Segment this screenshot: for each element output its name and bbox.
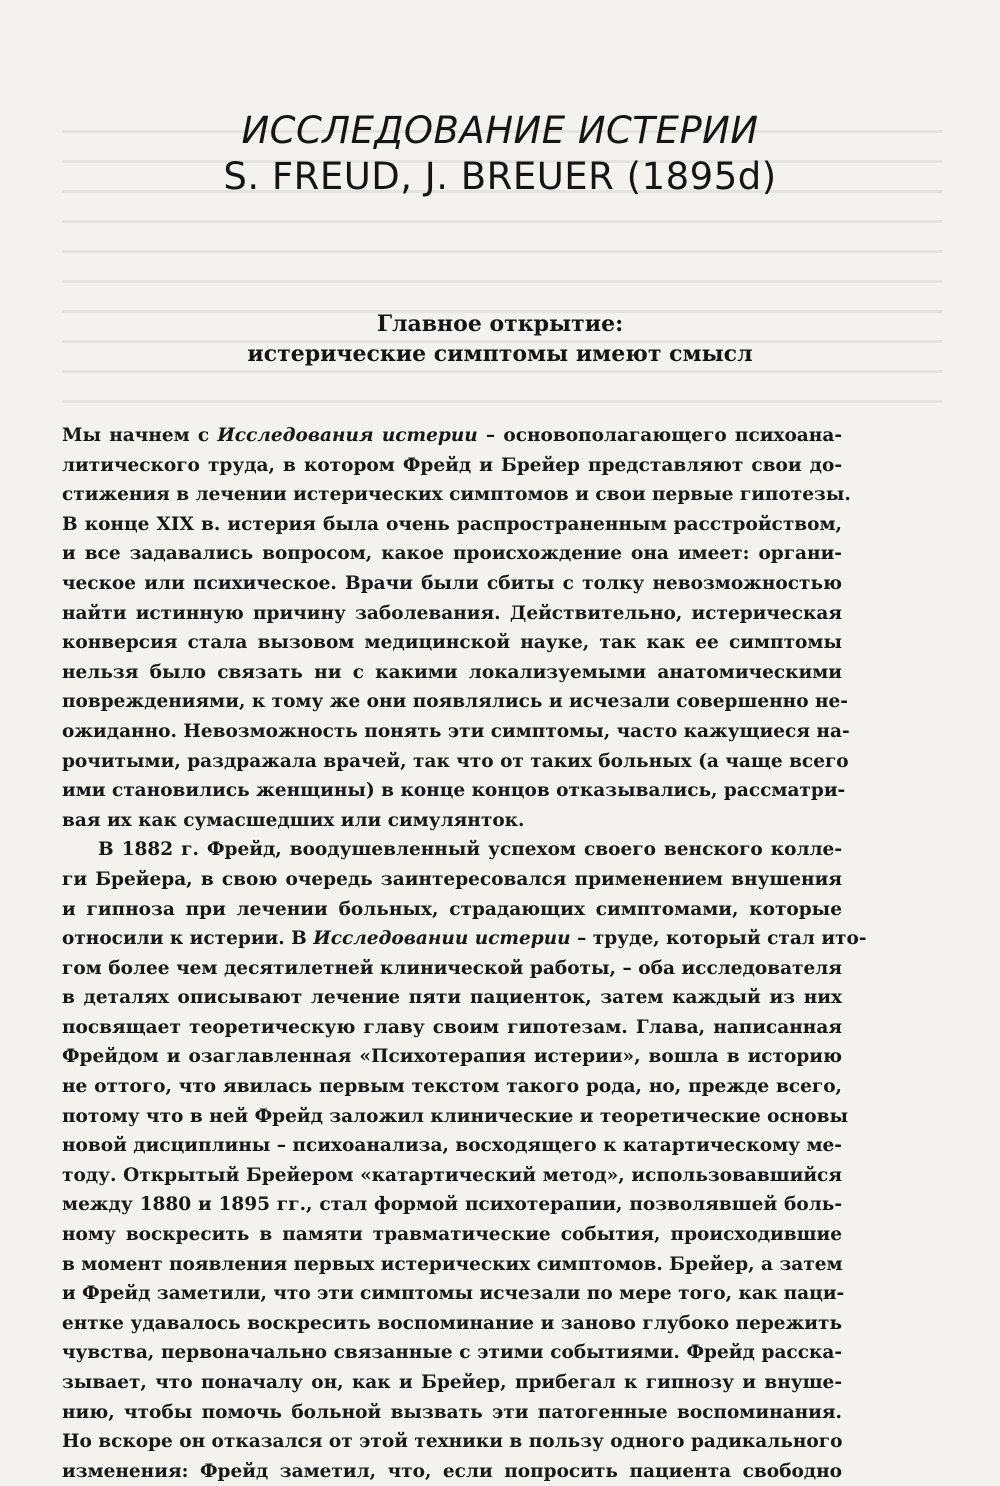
text-line: В конце XIX в. истерия была очень распространенным расстройством, (62, 513, 842, 535)
text-line: новой дисциплины – психоанализа, восходящего к катартическому ме- (62, 1135, 842, 1157)
text-line: ими становились женщины) в конце концов отказывались, рассматри- (62, 780, 846, 802)
text-line: и гипноза при лечении больных, страдающих симптомами, которые (62, 898, 842, 920)
text-line (62, 924, 867, 954)
text-line: ному воскресить в памяти травматические события, происходившие (62, 1224, 842, 1246)
text-line: чувства, первоначально связанные с этими событиями. Фрейд расска- (62, 1342, 842, 1364)
text-line: потому что в ней Фрейд заложил клинические и теоретические основы (62, 1105, 849, 1127)
section-heading-line-1: Главное открытие: (376, 311, 624, 337)
chapter-title-line-1: ИССЛЕДОВАНИЕ ИСТЕРИИ (241, 109, 759, 152)
text-run: – основополагающего психоана- (477, 425, 842, 446)
text-line: нию, чтобы помочь больной вызвать эти патогенные воспоминания. (62, 1401, 842, 1423)
text-line: изменения: Фрейд заметил, что, если попросить пациента свободно (62, 1460, 842, 1482)
text-line: вая их как сумасшедших или симулянток. (62, 809, 525, 831)
text-line: ентке удавалось воскресить воспоминание и заново глубоко пережить (62, 1312, 842, 1334)
chapter-title-line-2: S. FREUD, J. BREUER (1895d) (223, 155, 777, 198)
text-line: между 1880 и 1895 гг., стал формой психотерапии, позволявшей боль- (62, 1194, 842, 1216)
chapter-title (0, 108, 1000, 200)
text-line: литического труда, в котором Фрейд и Брейер представляют свои до- (62, 454, 842, 476)
text-line: найти истинную причину заболевания. Действительно, истерическая (62, 602, 842, 624)
body-text (62, 421, 867, 1486)
text-line (62, 421, 842, 451)
text-line: в момент появления первых истерических симптомов. Брейер, а затем (62, 1253, 843, 1275)
text-line: нельзя было связать ни с какими локализуемыми анатомическими (62, 661, 842, 683)
text-line: и все задавались вопросом, какое происхождение она имеет: органи- (62, 543, 842, 565)
section-heading-line-2: истерические симптомы имеют смысл (247, 341, 753, 367)
italic-book-title: Исследования истерии (217, 425, 478, 446)
text-line: гом более чем десятилетней клинической работы, – оба исследователя (62, 957, 842, 979)
text-line: ги Брейера, в свою очередь заинтересовался применением внушения (62, 868, 842, 890)
text-line: посвящает теоретическую главу своим гипотезам. Глава, написанная (62, 1016, 842, 1038)
text-line: в деталях описывают лечение пяти пациенток, затем каждый из них (62, 987, 842, 1009)
paragraph-2 (62, 835, 867, 1486)
text-line: зывает, что поначалу он, как и Брейер, прибегал к гипнозу и внуше- (62, 1372, 842, 1393)
text-line: не оттого, что явилась первым текстом такого рода, но, прежде всего, (62, 1076, 842, 1098)
text-line: ческое или психическое. Врачи были сбиты с толку невозможностью (62, 572, 842, 594)
text-run: – труде, который стал ито- (570, 928, 867, 950)
text-line: Фрейдом и озаглавленная «Психотерапия истерии», вошла в историю (62, 1046, 842, 1068)
text-line: ожиданно. Невозможность понять эти симптомы, часто кажущиеся на- (62, 720, 850, 742)
text-line: конверсия стала вызовом медицинской науке, так как ее симптомы (62, 632, 842, 654)
text-line: и Фрейд заметили, что эти симптомы исчезали по мере того, как паци- (62, 1283, 845, 1305)
text-line: стижения в лечении истерических симптомов и свои первые гипотезы. (62, 484, 851, 506)
text-line: тоду. Открытый Брейером «катартический метод», использовавшийся (62, 1164, 842, 1186)
section-heading (0, 309, 1000, 369)
text-line: рочитыми, раздражала врачей, так что от таких больных (а чаще всего (62, 750, 849, 772)
text-run: Мы начнем с (62, 425, 218, 446)
paragraph-1 (62, 421, 851, 835)
text-line: В 1882 г. Фрейд, воодушевленный успехом своего венского колле- (98, 839, 842, 861)
text-run: относили к истерии. В (62, 928, 314, 950)
reverse-running-header (62, 60, 68, 86)
italic-book-title: Исследовании истерии (313, 928, 571, 950)
text-line: Но вскоре он отказался от этой техники в пользу одного радикального (62, 1431, 843, 1453)
text-line: повреждениями, к тому же они появлялись и исчезали совершенно не- (62, 691, 848, 713)
